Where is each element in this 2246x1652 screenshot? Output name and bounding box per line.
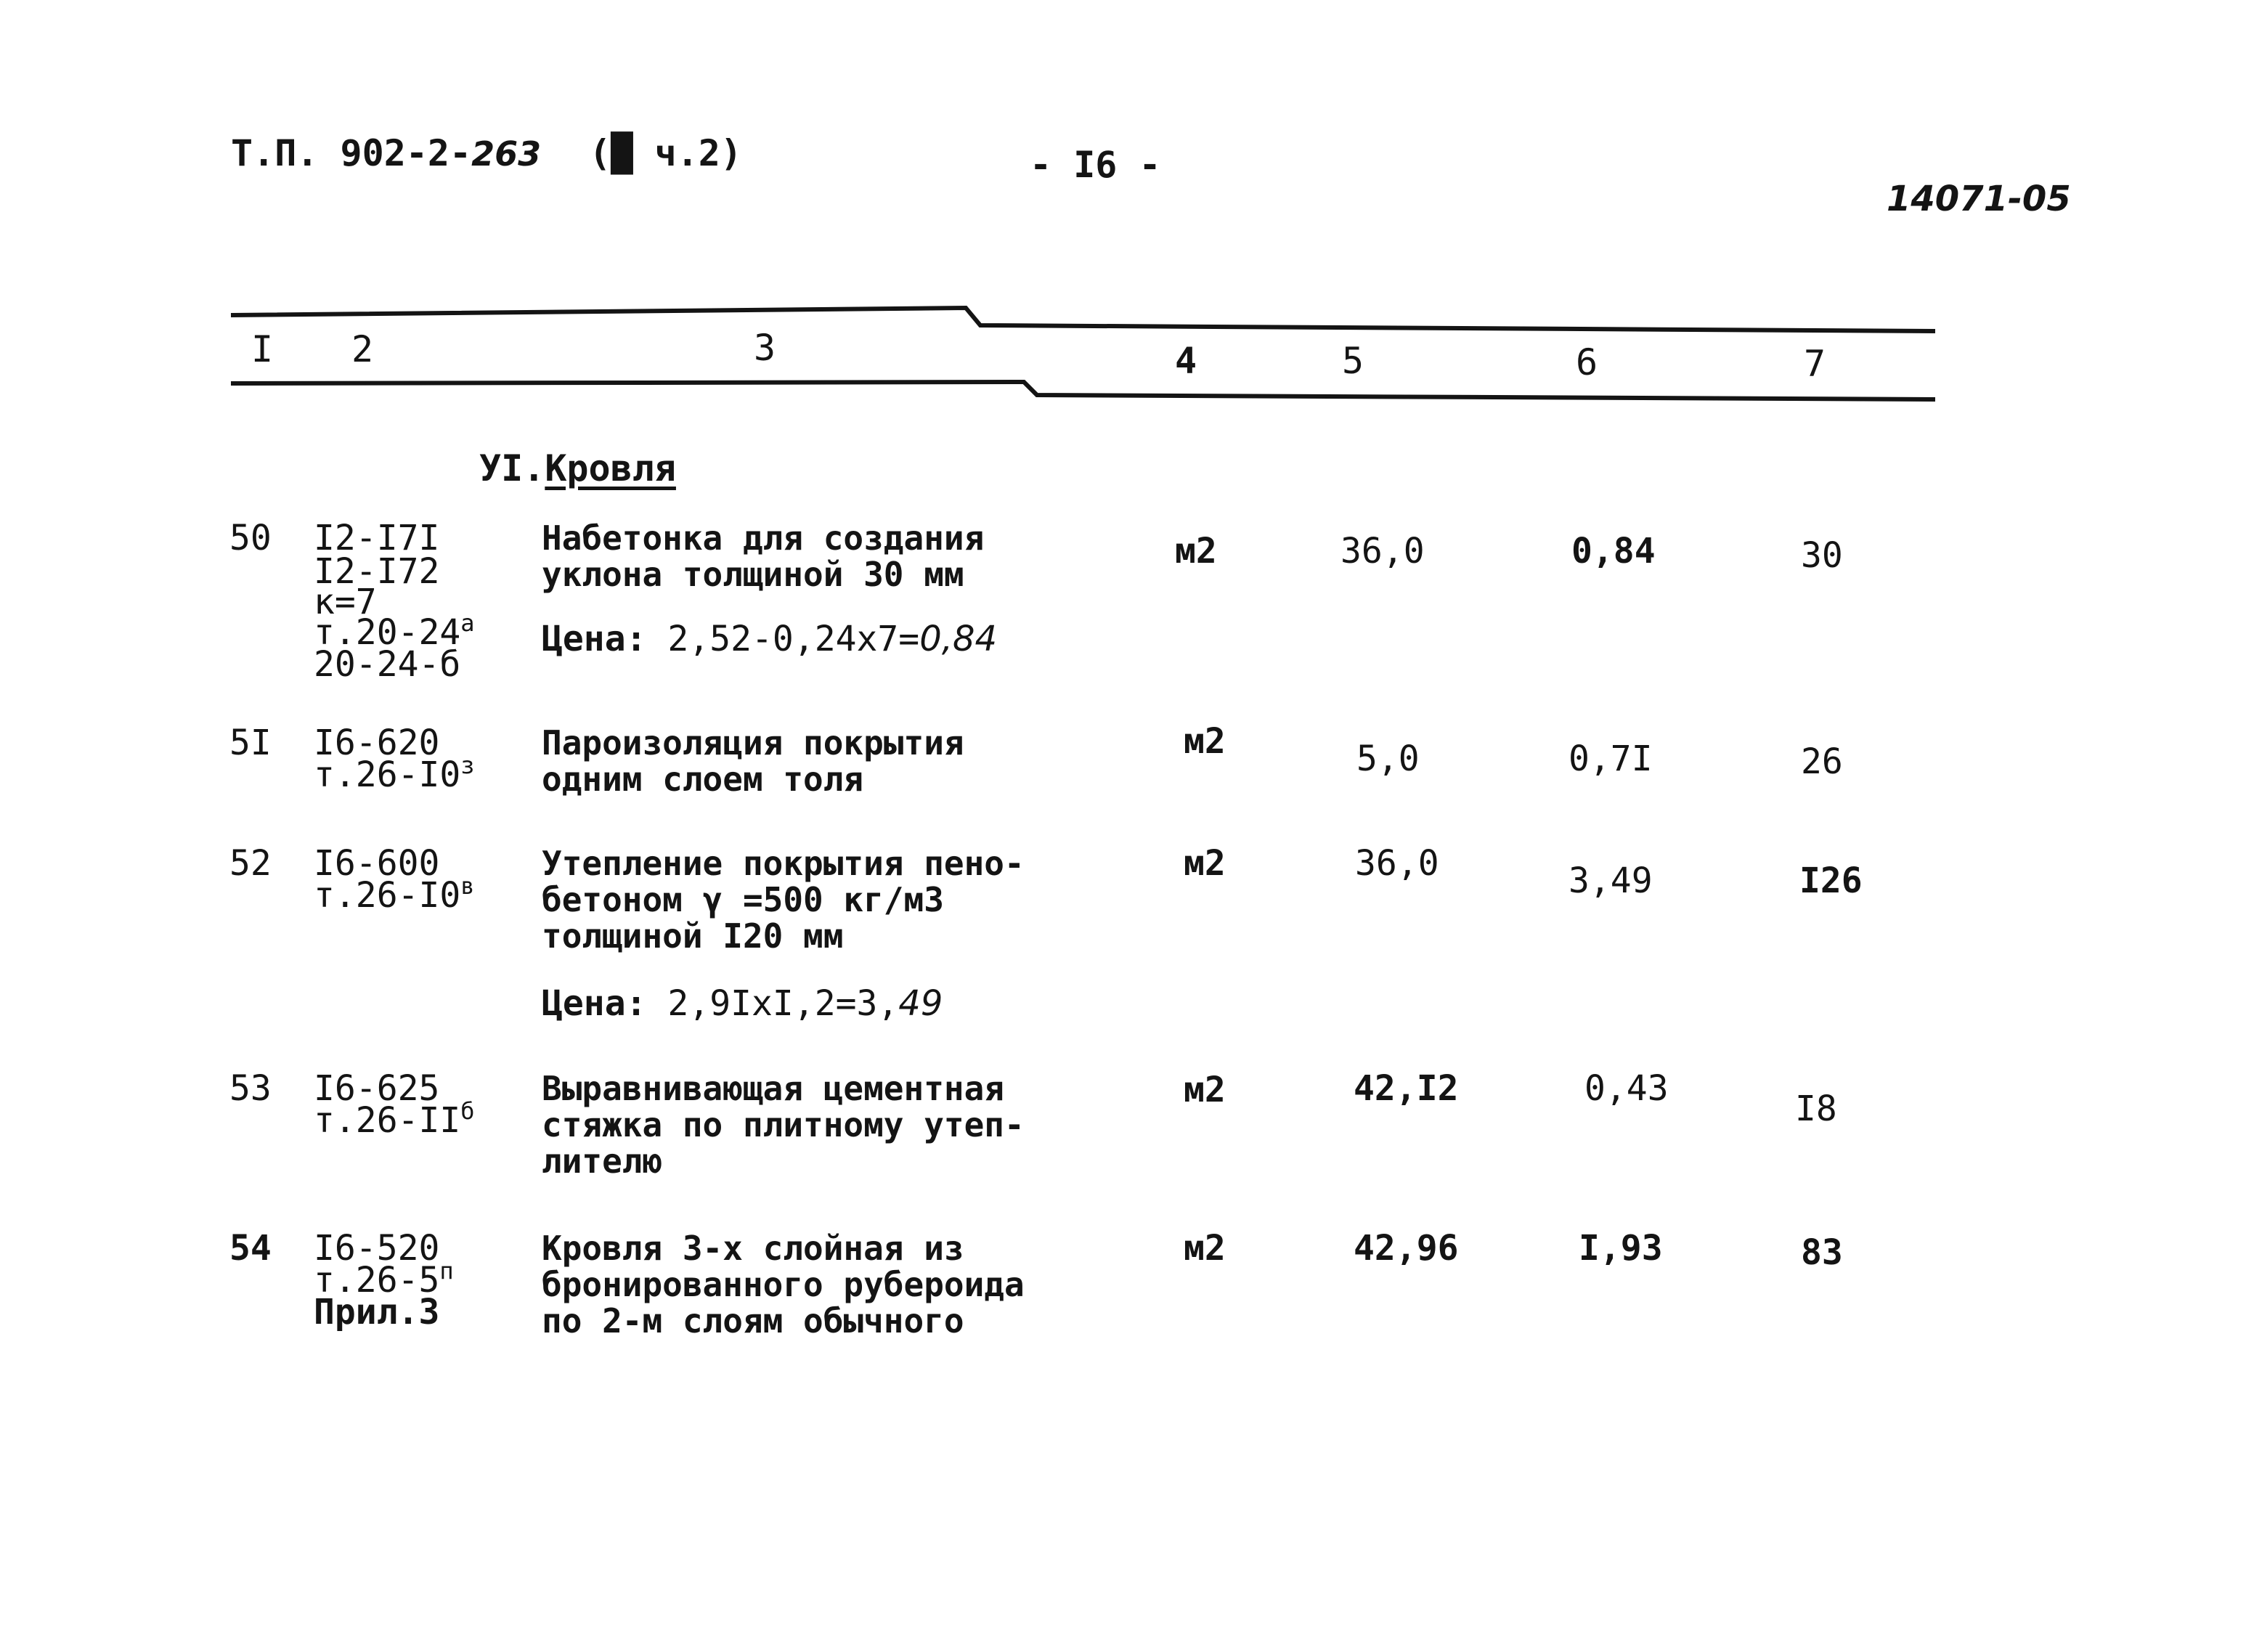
- document-reference-handwritten: 263: [471, 134, 542, 174]
- row-unit: м2: [1184, 1228, 1226, 1269]
- code-line: I6-620: [314, 723, 440, 763]
- row-unit: м2: [1184, 1070, 1226, 1110]
- code-line: 20-24-б: [314, 644, 461, 685]
- row-description: Выравнивающая цементная стяжка по плитному утеп- лителю: [542, 1069, 1025, 1181]
- price-note: Цена: 2,52-0,24х7=0,84: [542, 619, 998, 659]
- row-codes: [314, 520, 475, 683]
- row-total: 30: [1801, 535, 1843, 576]
- code-superscript: п: [439, 1257, 454, 1285]
- row-description: Набетонка для создания уклона толщиной 30 мм: [542, 518, 985, 594]
- row-rate: 0,7I: [1568, 738, 1653, 779]
- table-header-rules: [0, 0, 2246, 436]
- row-number: 50: [229, 518, 272, 558]
- document-part: (█ ч.2): [589, 132, 742, 174]
- code-superscript: а: [460, 609, 475, 637]
- column-number-1: I: [251, 328, 274, 370]
- row-unit: м2: [1175, 531, 1217, 571]
- code-line: $т.20-24^а$: [314, 609, 475, 653]
- row-total: 26: [1801, 741, 1843, 782]
- row-description: Утепление покрытия пено- бетоном γ =500 кг/м3 толщиной I20 мм: [542, 844, 1025, 956]
- section-roman: УI.: [479, 447, 545, 489]
- row-number: 53: [229, 1068, 272, 1109]
- code-line: I2-I72: [314, 551, 440, 592]
- row-quantity: 36,0: [1340, 531, 1425, 571]
- row-quantity: 42,96: [1354, 1228, 1459, 1269]
- header-top-rule: [231, 308, 1935, 331]
- price-note: Цена: 2,9IхI,2=3,49: [542, 983, 943, 1024]
- row-codes: [314, 1230, 454, 1330]
- row-description: Кровля 3-х слойная из бронированного рубероида по 2-м слоям обычного: [542, 1229, 1025, 1340]
- code-superscript: б: [460, 1097, 475, 1125]
- row-unit: м2: [1184, 721, 1226, 762]
- column-number-3: 3: [754, 327, 776, 369]
- row-rate: I,93: [1579, 1228, 1663, 1269]
- code-line: $т.26-II^б$: [314, 1097, 475, 1141]
- row-rate: 3,49: [1568, 860, 1653, 901]
- row-quantity: 42,I2: [1354, 1068, 1459, 1109]
- row-codes: [314, 845, 475, 914]
- row-codes: [314, 1070, 475, 1139]
- section-title: [479, 447, 676, 489]
- row-codes: [314, 725, 475, 793]
- row-total: I8: [1795, 1089, 1837, 1129]
- row-quantity: 36,0: [1355, 843, 1439, 884]
- row-description: Пароизоляция покрытия одним слоем толя: [542, 723, 964, 799]
- code-line: $т.26-I0^з$: [314, 752, 475, 795]
- page-number: - I6 -: [1030, 144, 1161, 186]
- row-rate: 0,43: [1584, 1068, 1669, 1109]
- row-rate: 0,84: [1571, 531, 1656, 571]
- row-total: 83: [1801, 1232, 1843, 1273]
- code-line: I6-600: [314, 843, 440, 884]
- section-name: Кровля: [545, 447, 676, 489]
- column-number-5: 5: [1342, 340, 1364, 382]
- row-number: 52: [229, 843, 272, 884]
- header-bottom-rule: [231, 382, 1935, 399]
- row-total: I26: [1799, 860, 1863, 901]
- code-line: $т.26-I0^в$: [314, 872, 475, 916]
- column-number-2: 2: [351, 328, 374, 370]
- code-line: I2-I7I: [314, 518, 440, 558]
- archive-code: 14071-05: [1887, 179, 2071, 219]
- code-line: I6-625: [314, 1068, 440, 1109]
- code-superscript: в: [460, 872, 475, 900]
- row-number: 54: [229, 1228, 272, 1269]
- code-line: I6-520: [314, 1228, 440, 1269]
- code-line: к=7: [314, 582, 377, 622]
- code-line: $т.26-5^п$: [314, 1257, 454, 1301]
- code-line: Прил.3: [314, 1292, 440, 1332]
- row-unit: м2: [1184, 843, 1226, 884]
- code-superscript: з: [460, 752, 475, 779]
- row-number: 5I: [229, 723, 272, 763]
- document-reference-printed: Т.П. 902-2-: [231, 132, 472, 174]
- column-number-6: 6: [1576, 341, 1598, 383]
- row-quantity: 5,0: [1356, 738, 1420, 779]
- column-number-7: 7: [1804, 343, 1826, 385]
- column-number-4: 4: [1175, 340, 1197, 382]
